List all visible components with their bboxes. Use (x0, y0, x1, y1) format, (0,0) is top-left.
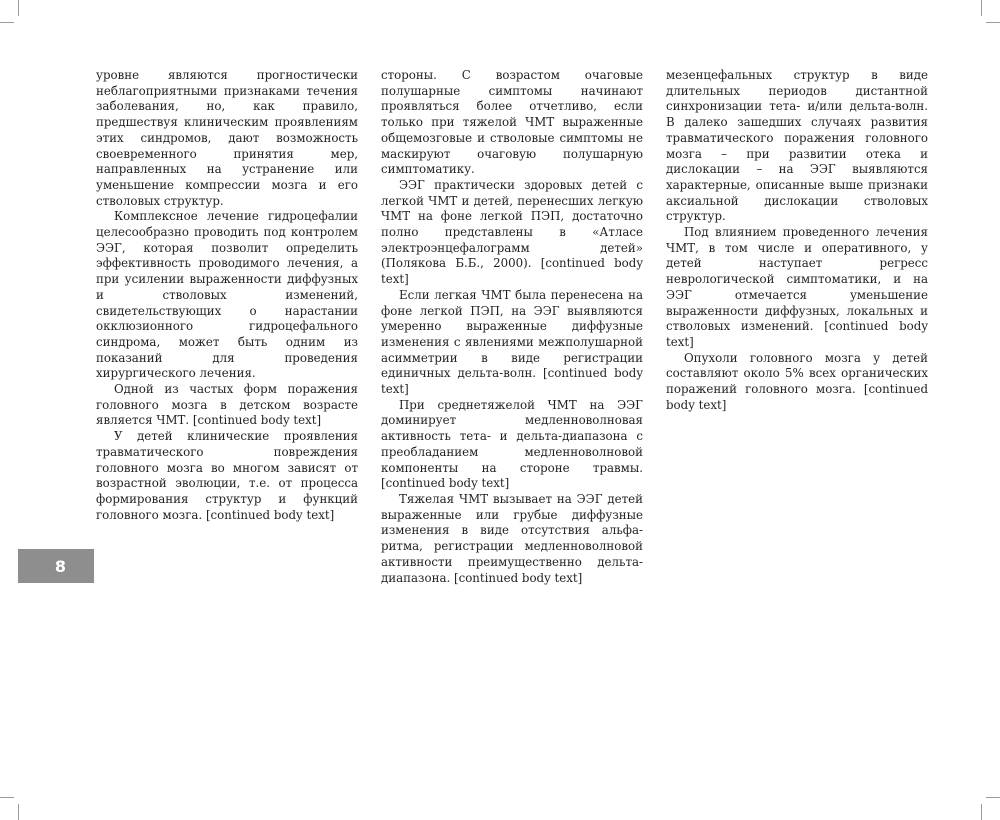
paragraph: Если легкая ЧМТ была перенесена на фоне легкой ПЭП, на ЭЭГ выявляются умеренно выраженные диффузные изменения с явлениями межполушарной асимметрии в виде регистрации единичных дельта-волн. [continued body text] (381, 287, 643, 397)
paragraph: Одной из частых форм поражения головного мозга в детском возрасте является ЧМТ. [continued body text] (96, 382, 358, 428)
text-column-2 (381, 68, 643, 768)
text-column-3 (666, 68, 928, 768)
crop-mark (18, 804, 19, 820)
paragraph: Опухоли головного мозга у детей составляют около 5% всех органических поражений головного мозга. [continued body text] (666, 350, 928, 412)
crop-mark (981, 0, 982, 16)
crop-mark (981, 804, 982, 820)
paragraph: При среднетяжелой ЧМТ на ЭЭГ доминирует медленноволновая активность тета- и дельта-диапазона с преобладанием медленноволновой компоненты на стороне травмы. [continued body text] (381, 397, 643, 491)
page-number-tab (18, 549, 94, 583)
crop-mark (18, 0, 19, 16)
crop-mark (0, 797, 14, 798)
paragraph: Комплексное лечение гидроцефалии целесообразно проводить под контролем ЭЭГ, которая позволит определить эффективность проводимого лечения, а при усилении выраженности диффузных и стволовых изменений, свидетельствующих о нарастании окклюзионного гидроцефального синдрома, может быть одним из показаний для проведения хирургического лечения. (96, 209, 358, 381)
text-column-1 (96, 68, 358, 768)
crop-mark (986, 797, 1000, 798)
crop-mark (0, 22, 14, 23)
page-number: 8 (54, 556, 66, 576)
crop-mark (986, 22, 1000, 23)
paragraph: Под влиянием проведенного лечения ЧМТ, в том числе и оперативного, у детей наступает регресс неврологической симптоматики, и на ЭЭГ отмечается уменьшение выраженности диффузных, локальных и стволовых изменений. [continued body text] (666, 225, 928, 349)
paragraph: Тяжелая ЧМТ вызывает на ЭЭГ детей выраженные или грубые диффузные изменения в виде отсутствия альфа-ритма, регистрации медленноволновой активности преимущественно дельта-диапазона. [continued body text] (381, 491, 643, 585)
paragraph: уровне являются прогностически неблагоприятными признаками течения заболевания, но, как правило, предшествуя клиническим проявлениям этих синдромов, дают возможность своевременного принятия мер, направленных на устранение или уменьшение компрессии мозга и его стволовых структур. (96, 68, 358, 208)
paragraph: У детей клинические проявления травматического повреждения головного мозга во многом зависят от возрастной эволюции, т.е. от процесса формирования структур и функций головного мозга. [continued body text] (96, 429, 358, 522)
paragraph: мезенцефальных структур в виде длительных периодов дистантной синхронизации тета- и/или дельта-волн. В далеко зашедших случаях развития травматического поражения головного мозга – при развитии отека и дислокации – на ЭЭГ выявляются характерные, описанные выше признаки аксиальной дислокации стволовых структур. (666, 68, 928, 224)
paragraph: ЭЭГ практически здоровых детей с легкой ЧМТ и детей, перенесших легкую ЧМТ на фоне легкой ПЭП, достаточно полно представлены в «Атласе электроэнцефалограмм детей» (Полякова Б.Б., 2000). [continued body text] (381, 177, 643, 287)
paragraph: стороны. С возрастом очаговые полушарные симптомы начинают проявляться более отчетливо, если только при тяжелой ЧМТ выраженные общемозговые и стволовые симптомы не маскируют очаговую полушарную симптоматику. (381, 68, 643, 177)
